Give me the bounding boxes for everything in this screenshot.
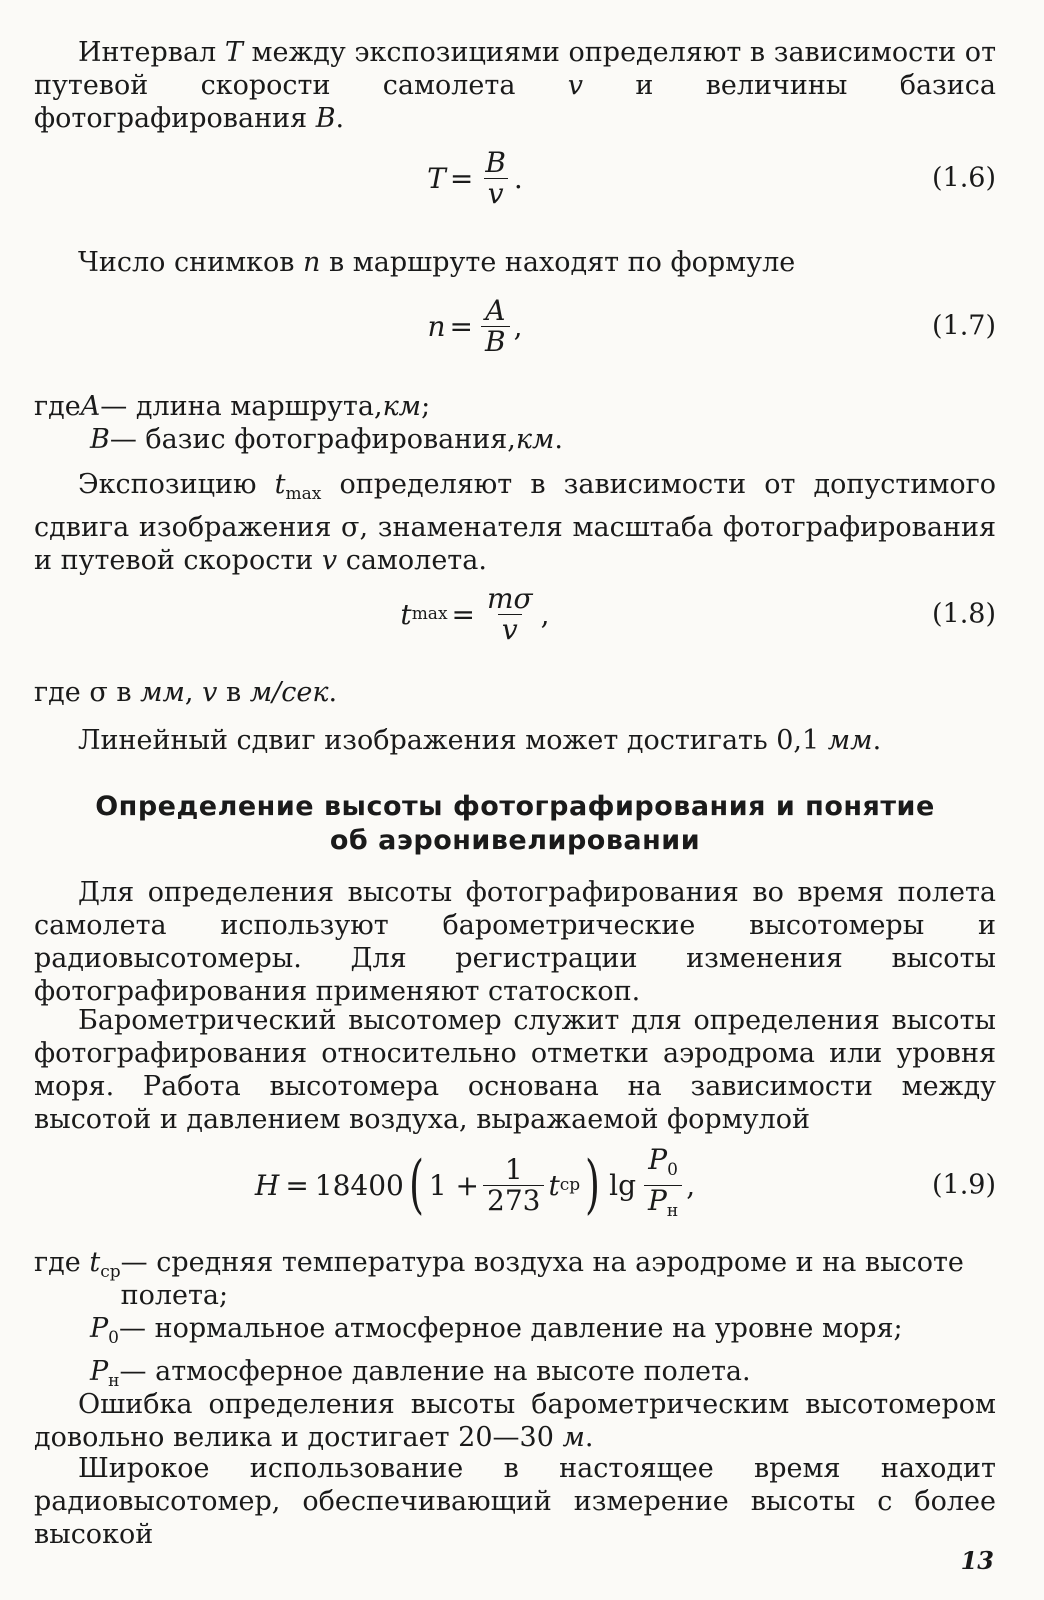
symbol-t: t bbox=[274, 469, 286, 500]
eq-lhs: T bbox=[427, 161, 446, 195]
paragraph-text: Барометрический высотомер служит для определения высоты фотографирования относительно отметки аэродрома или уровня моря. Работа высотомера основана на зависимости между высотой и давлением воздуха, выражаемой формулой bbox=[34, 1005, 996, 1135]
eq-sign: = bbox=[449, 161, 474, 195]
where-list-1 bbox=[34, 390, 996, 456]
text: Линейный сдвиг изображения может достигать 0,1 bbox=[78, 725, 828, 756]
section-heading bbox=[34, 790, 996, 858]
log-function: lg bbox=[609, 1168, 636, 1202]
symbol-v: v bbox=[567, 70, 584, 101]
paragraph-error bbox=[34, 1388, 996, 1454]
where-word: где bbox=[34, 391, 81, 422]
fraction-numerator: B bbox=[485, 145, 506, 179]
equation-number: (1.8) bbox=[931, 598, 996, 630]
text: . bbox=[328, 677, 338, 708]
equation-number: (1.7) bbox=[931, 310, 996, 342]
text: самолета. bbox=[337, 545, 487, 576]
equation-number: (1.9) bbox=[931, 1169, 996, 1201]
text: — длина маршрута, bbox=[100, 391, 383, 422]
fraction-numerator: mσ bbox=[487, 581, 533, 615]
paragraph-text: Широкое использование в настоящее время находит радиовысотомер, обеспечивающий измерение высоты с более высокой bbox=[34, 1453, 996, 1550]
symbol-P: P bbox=[90, 1356, 109, 1387]
equation-1-7 bbox=[34, 293, 996, 358]
subscript: н bbox=[666, 1200, 679, 1221]
fraction bbox=[481, 145, 510, 210]
unit: км bbox=[382, 391, 422, 422]
text: . bbox=[584, 1422, 594, 1453]
paragraph-shift bbox=[34, 724, 996, 757]
text: Интервал bbox=[78, 37, 225, 68]
text: — средняя температура воздуха на аэродроме и на высоте полета; bbox=[120, 1247, 964, 1311]
eq-sign: = bbox=[285, 1168, 309, 1202]
eq-punct: , bbox=[686, 1168, 696, 1202]
where-list-2 bbox=[34, 1246, 996, 1398]
symbol-T: T bbox=[224, 37, 243, 68]
fraction-denominator: v bbox=[484, 178, 508, 209]
heading-line: Определение высоты фотографирования и понятие bbox=[95, 791, 935, 822]
eq-term: 1 + bbox=[428, 1168, 480, 1202]
text: ; bbox=[421, 391, 431, 422]
unit: м/сек bbox=[249, 677, 329, 708]
page-number: 13 bbox=[960, 1546, 994, 1575]
text: . bbox=[335, 103, 345, 134]
paragraph-barometric bbox=[34, 1004, 996, 1136]
symbol-B: B bbox=[315, 103, 336, 134]
paragraph-exposure bbox=[34, 468, 996, 577]
paragraph-count bbox=[34, 246, 996, 279]
equation-1-6 bbox=[34, 145, 996, 210]
text: — атмосферное давление на высоте полета. bbox=[119, 1356, 751, 1387]
fraction bbox=[481, 293, 510, 358]
text: в маршруте находят по формуле bbox=[320, 247, 796, 278]
symbol-A: A bbox=[80, 391, 101, 422]
symbol-v: v bbox=[321, 545, 338, 576]
subscript: н bbox=[108, 1371, 120, 1391]
fraction bbox=[483, 581, 537, 646]
paragraph-interval bbox=[34, 36, 996, 135]
unit: мм bbox=[827, 725, 873, 756]
subscript: 0 bbox=[667, 1159, 678, 1180]
equation-number: (1.6) bbox=[931, 162, 996, 194]
text: , bbox=[184, 677, 203, 708]
eq-punct: , bbox=[513, 309, 523, 343]
equation-1-8 bbox=[34, 581, 996, 646]
paragraph-units bbox=[34, 676, 996, 709]
equation-1-9 bbox=[34, 1142, 996, 1222]
text: и величины базиса фотографирования bbox=[34, 70, 996, 134]
symbol-n: n bbox=[303, 247, 321, 278]
text: между экспозициями определяют в зависимости от путевой скорости самолета bbox=[34, 37, 997, 101]
left-paren: ( bbox=[408, 1148, 424, 1222]
where-word: где bbox=[34, 1247, 90, 1278]
subscript: ср bbox=[559, 1174, 581, 1195]
paragraph-radio bbox=[34, 1452, 996, 1551]
text: Экспозицию bbox=[78, 469, 275, 500]
symbol-t: t bbox=[548, 1168, 560, 1202]
unit: км bbox=[515, 424, 555, 455]
unit: м bbox=[562, 1422, 585, 1453]
eq-punct: . bbox=[513, 161, 523, 195]
subscript: 0 bbox=[108, 1328, 119, 1348]
text: определяют в зависимости от допустимого сдвига изображения σ, знаменателя масштаба фотографирования и путевой скорости bbox=[34, 469, 996, 576]
eq-sign: = bbox=[451, 597, 475, 631]
text: . bbox=[554, 424, 563, 455]
text: . bbox=[872, 725, 882, 756]
subscript: ср bbox=[100, 1262, 121, 1282]
eq-sign: = bbox=[449, 309, 474, 343]
fraction-denominator: v bbox=[498, 614, 522, 645]
text: — базис фотографирования, bbox=[109, 424, 516, 455]
text: Ошибка определения высоты барометрическим высотомером довольно велика и достигает 20—30 bbox=[34, 1389, 996, 1453]
heading-line: об аэронивелировании bbox=[329, 825, 701, 856]
text: где σ в bbox=[34, 677, 141, 708]
paragraph-text: Для определения высоты фотографирования во время полета самолета используют барометрические высотомеры и радиовысотомеры. Для регистрации изменения высоты фотографирования применяют статоскоп. bbox=[34, 877, 996, 1007]
right-paren: ) bbox=[585, 1148, 601, 1222]
text: — нормальное атмосферное давление на уровне моря; bbox=[119, 1313, 903, 1344]
subscript: max bbox=[285, 484, 322, 504]
fraction bbox=[483, 1152, 544, 1217]
unit: мм bbox=[140, 677, 185, 708]
paragraph-altimeters bbox=[34, 876, 996, 1008]
subscript: max bbox=[411, 603, 448, 624]
fraction-denominator: B bbox=[481, 326, 510, 357]
fraction-numerator: 1 bbox=[504, 1152, 523, 1186]
fraction-denominator: 273 bbox=[483, 1185, 544, 1216]
text: в bbox=[217, 677, 250, 708]
eq-constant: 18400 bbox=[314, 1168, 404, 1202]
symbol-v: v bbox=[202, 677, 218, 708]
symbol-t: t bbox=[89, 1247, 101, 1278]
symbol-B: B bbox=[90, 424, 110, 455]
fraction bbox=[644, 1142, 682, 1226]
text: Число снимков bbox=[78, 247, 304, 278]
eq-punct: , bbox=[540, 597, 550, 631]
eq-lhs: n bbox=[427, 309, 446, 343]
symbol-P: P bbox=[648, 1142, 668, 1176]
eq-lhs: t bbox=[400, 597, 412, 631]
fraction-numerator: A bbox=[485, 293, 506, 327]
eq-lhs: H bbox=[254, 1168, 280, 1202]
symbol-P: P bbox=[90, 1313, 109, 1344]
symbol-P: P bbox=[648, 1183, 667, 1217]
